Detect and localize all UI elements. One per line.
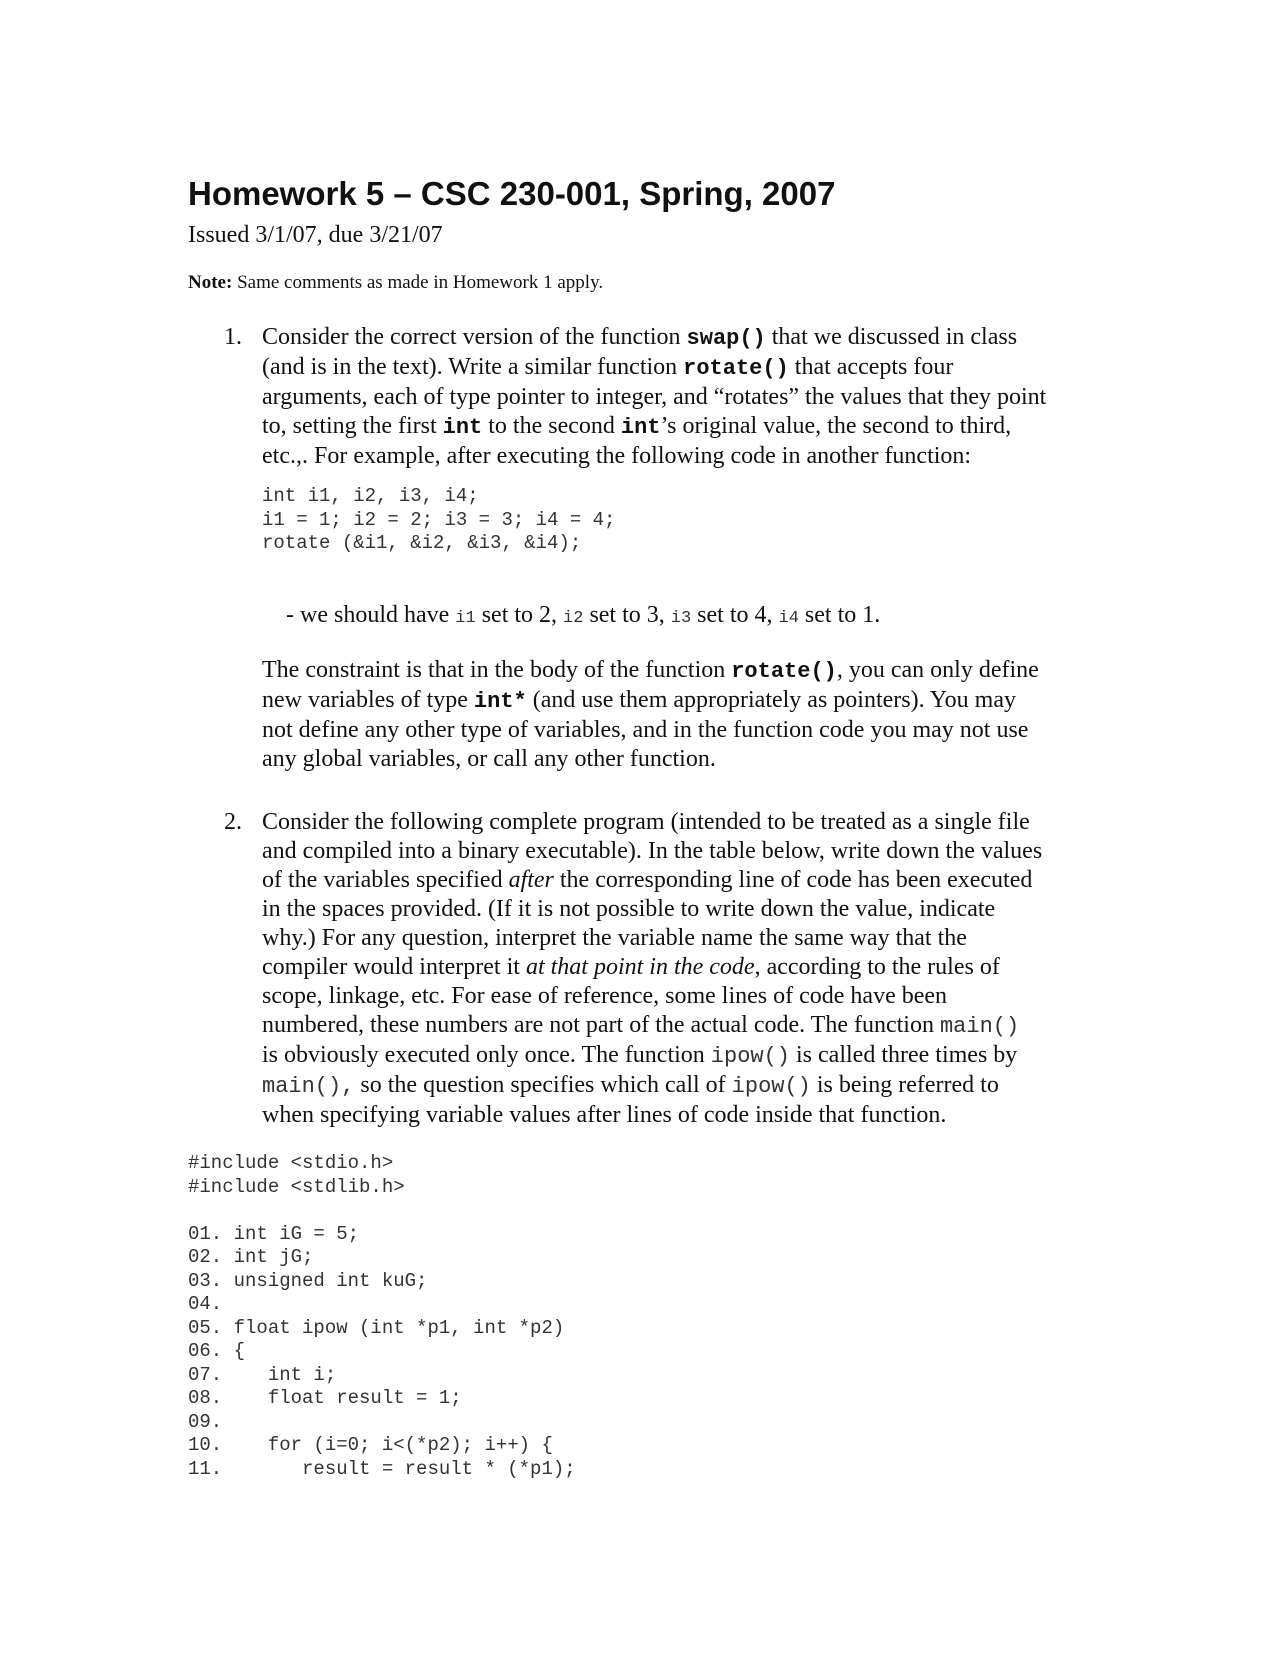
code-line	[188, 1199, 576, 1223]
code-line: 11. result = result * (*p1);	[188, 1457, 576, 1480]
code-swap: swap()	[686, 326, 766, 351]
code-int: int	[442, 415, 483, 440]
code-line: 06. {	[188, 1340, 246, 1362]
code-main: main(),	[262, 1074, 355, 1099]
code-line: i1 = 1; i2 = 2; i3 = 3; i4 = 4;	[262, 508, 616, 531]
question-1-number: 1.	[224, 324, 242, 350]
code-line: 05. float ipow (int *p1, int *p2)	[188, 1316, 565, 1339]
question-1-constraint: The constraint is that in the body of the function rotate(), you can only define new variables of type int* (and use them appropriately as pointers). You may not define any other type of variables, and in the function code you may not use any global variables, or call any other function.	[262, 657, 1039, 772]
emphasis-point-in-code: at that point in the code	[525, 954, 755, 980]
note-text: Same comments as made in Homework 1 apply.	[232, 272, 604, 293]
code-line: 08. float result = 1;	[188, 1387, 462, 1409]
code-line: 04.	[188, 1293, 223, 1315]
note	[188, 271, 603, 295]
note-label: Note:	[188, 272, 233, 293]
code-line: 01. int iG = 5;	[188, 1222, 360, 1245]
code-int-pointer: int*	[473, 689, 527, 714]
code-line: #include <stdlib.h>	[188, 1175, 405, 1198]
expected-result: - we should have i1 set to 2, i2 set to 3, i3 set to 4, i4 set to 1.	[286, 602, 881, 628]
program-listing	[188, 1152, 576, 1481]
code-main: main()	[939, 1014, 1020, 1039]
code-line: #include <stdio.h>	[188, 1152, 394, 1174]
code-line: 10. for (i=0; i<(*p2); i++) {	[188, 1434, 553, 1456]
question-2-number: 2.	[224, 809, 242, 835]
code-line: 07. int i;	[188, 1363, 337, 1386]
code-rotate: rotate()	[683, 356, 789, 381]
code-ipow: ipow()	[731, 1074, 811, 1099]
code-line: 02. int jG;	[188, 1246, 314, 1268]
page-title: Homework 5 – CSC 230-001, Spring, 2007	[188, 175, 836, 212]
code-line: 03. unsigned int kuG;	[188, 1269, 428, 1292]
code-rotate: rotate()	[731, 659, 837, 684]
code-line: int i1, i2, i3, i4;	[262, 485, 479, 507]
code-int: int	[620, 415, 661, 440]
question-1-intro: Consider the correct version of the function swap() that we discussed in class (and is in the text). Write a similar function rotate() that accepts four arguments, each of type pointer to integer, and “rotates” the values that they point to, setting the first int to the second int’s original value, the second to third, etc.,. For example, after executing the following code in another function:	[262, 324, 1047, 469]
question-2-text: Consider the following complete program (intended to be treated as a single file and compiled into a binary executable). In the table below, write down the values of the variables specified after the corresponding line of code has been executed in the spaces provided. (If it is not possible to write down the value, indicate why.) For any question, interpret the variable name the same way that the compiler would interpret it at that point in the code, according to the rules of scope, linkage, etc. For ease of reference, some lines of code have been numbered, these numbers are not part of the actual code. The function main() is obviously executed only once. The function ipow() is called three times by main(), so the question specifies which call of ipow() is being referred to when specifying variable values after lines of code inside that function.	[262, 809, 1043, 1128]
emphasis-after: after	[508, 867, 554, 893]
code-line: 09.	[188, 1410, 223, 1433]
code-line: rotate (&i1, &i2, &i3, &i4);	[262, 532, 582, 554]
code-example	[262, 485, 615, 556]
issued-date: Issued 3/1/07, due 3/21/07	[188, 222, 443, 248]
code-ipow: ipow()	[710, 1044, 791, 1069]
